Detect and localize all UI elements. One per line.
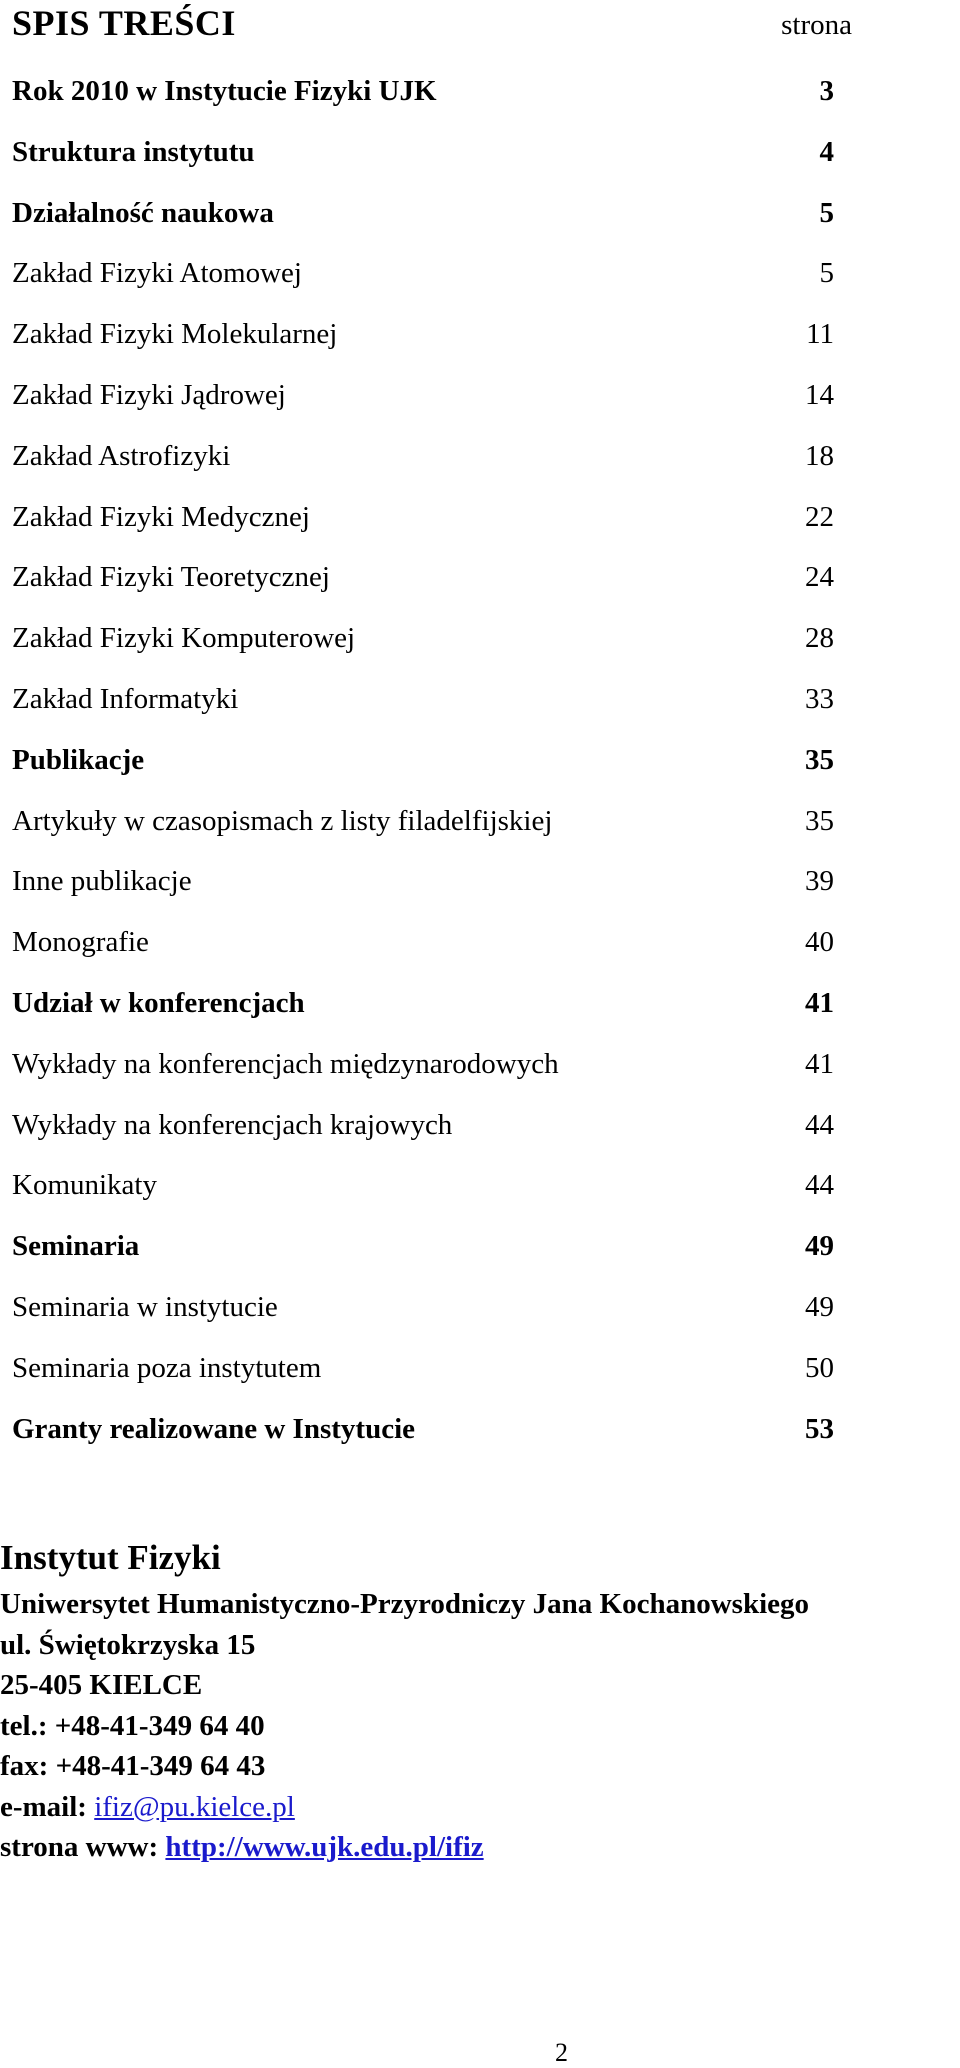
toc-entry-label: Działalność naukowa bbox=[12, 196, 274, 229]
city-postcode: 25-405 KIELCE bbox=[0, 1669, 203, 1701]
street-address: ul. Świętokrzyska 15 bbox=[0, 1628, 256, 1661]
toc-entry-label: Seminaria poza instytutem bbox=[12, 1351, 322, 1384]
page-number: 2 bbox=[555, 2038, 568, 2067]
toc-entry-page: 4 bbox=[819, 135, 834, 168]
toc-entry bbox=[12, 315, 834, 376]
toc-entry bbox=[12, 1410, 834, 1471]
email-label: e-mail: bbox=[0, 1790, 95, 1823]
toc-entry bbox=[12, 133, 834, 194]
toc-entry-page: 11 bbox=[806, 318, 834, 351]
toc-entry bbox=[12, 1227, 834, 1288]
toc-entry-page: 44 bbox=[805, 1169, 834, 1202]
toc-entry bbox=[12, 680, 834, 741]
toc-entry-label: Wykłady na konferencjach międzynarodowych bbox=[12, 1047, 559, 1080]
toc-entry bbox=[12, 72, 834, 133]
toc-entry-label: Udział w konferencjach bbox=[12, 986, 305, 1019]
toc-entry bbox=[12, 984, 834, 1045]
toc-entry-label: Zakład Fizyki Atomowej bbox=[12, 257, 302, 290]
toc-entry-label: Rok 2010 w Instytucie Fizyki UJK bbox=[12, 75, 437, 107]
toc-entry bbox=[12, 1349, 834, 1410]
toc-entry-label: Zakład Astrofizyki bbox=[12, 439, 231, 472]
toc-entry-page: 22 bbox=[805, 500, 834, 533]
toc-entry-page: 39 bbox=[805, 865, 834, 898]
website-link[interactable]: http://www.ujk.edu.pl/ifiz bbox=[165, 1831, 484, 1863]
website-line bbox=[0, 1827, 960, 1868]
toc-entry bbox=[12, 1045, 834, 1106]
toc-entry bbox=[12, 254, 834, 315]
toc-entry-label: Zakład Informatyki bbox=[12, 682, 239, 715]
toc-entry-page: 44 bbox=[805, 1108, 834, 1141]
toc-entry bbox=[12, 1106, 834, 1167]
toc-entry-label: Seminaria bbox=[12, 1230, 140, 1263]
toc-entry-page: 50 bbox=[805, 1351, 834, 1384]
toc-entry-label: Struktura instytutu bbox=[12, 135, 255, 168]
toc-entry bbox=[12, 1166, 834, 1227]
toc-entry-page: 40 bbox=[805, 926, 834, 959]
toc-entry-page: 14 bbox=[805, 378, 834, 411]
toc-entry-label: Granty realizowane w Instytucie bbox=[12, 1412, 415, 1445]
toc-entry-page: 49 bbox=[805, 1230, 834, 1263]
toc-entry bbox=[12, 741, 834, 802]
toc-entry-page: 28 bbox=[805, 622, 834, 655]
toc-entry-label: Inne publikacje bbox=[12, 865, 192, 898]
toc-entry-label: Artykuły w czasopismach z listy filadelfijskiej bbox=[12, 804, 553, 837]
toc-entry-page: 5 bbox=[819, 257, 834, 290]
toc-page-column-heading: strona bbox=[781, 9, 852, 41]
toc-entry-page: 53 bbox=[805, 1412, 834, 1445]
toc-entry-label: Zakład Fizyki Komputerowej bbox=[12, 622, 356, 655]
toc-entry-label: Publikacje bbox=[12, 743, 145, 776]
email-line bbox=[0, 1787, 960, 1828]
toc-entry-page: 41 bbox=[805, 986, 834, 1019]
university-name: Uniwersytet Humanistyczno-Przyrodniczy Jana Kochanowskiego bbox=[0, 1588, 809, 1620]
toc-entry-label: Seminaria w instytucie bbox=[12, 1290, 278, 1323]
toc-entry-page: 49 bbox=[805, 1290, 834, 1323]
toc-entry-label: Monografie bbox=[12, 926, 149, 959]
toc-entry-page: 18 bbox=[805, 439, 834, 472]
toc-entry bbox=[12, 923, 834, 984]
toc-entry-label: Zakład Fizyki Teoretycznej bbox=[12, 561, 330, 594]
toc-header bbox=[12, 0, 852, 50]
telephone: tel.: +48-41-349 64 40 bbox=[0, 1709, 265, 1742]
institute-name: Instytut Fizyki bbox=[0, 1538, 221, 1577]
website-label: strona www: bbox=[0, 1831, 166, 1863]
toc-entry-page: 41 bbox=[805, 1047, 834, 1080]
toc-entry bbox=[12, 194, 834, 255]
toc-entry-label: Wykłady na konferencjach krajowych bbox=[12, 1108, 453, 1141]
toc-entry-page: 24 bbox=[805, 561, 834, 594]
toc-entry-page: 3 bbox=[819, 75, 834, 107]
toc-entry-label: Zakład Fizyki Medycznej bbox=[12, 500, 310, 533]
email-link[interactable]: ifiz@pu.kielce.pl bbox=[94, 1790, 295, 1823]
toc-entry bbox=[12, 558, 834, 619]
toc-entry bbox=[12, 802, 834, 863]
institute-contact-block bbox=[0, 1536, 960, 1868]
toc-entry bbox=[12, 619, 834, 680]
toc-entry bbox=[12, 862, 834, 923]
toc-entry bbox=[12, 376, 834, 437]
toc-entry-label: Komunikaty bbox=[12, 1169, 157, 1202]
toc-entry-label: Zakład Fizyki Molekularnej bbox=[12, 318, 338, 351]
toc-entry-page: 35 bbox=[805, 743, 834, 776]
toc-title: SPIS TREŚCI bbox=[12, 3, 236, 43]
toc-entry-page: 33 bbox=[805, 682, 834, 715]
toc-entry-page: 35 bbox=[805, 804, 834, 837]
toc-entry bbox=[12, 498, 834, 559]
toc-entry bbox=[12, 437, 834, 498]
toc-entry-page: 5 bbox=[819, 196, 834, 229]
fax: fax: +48-41-349 64 43 bbox=[0, 1750, 266, 1782]
toc-list bbox=[12, 72, 834, 1470]
toc-entry bbox=[12, 1288, 834, 1349]
toc-entry-label: Zakład Fizyki Jądrowej bbox=[12, 378, 286, 411]
